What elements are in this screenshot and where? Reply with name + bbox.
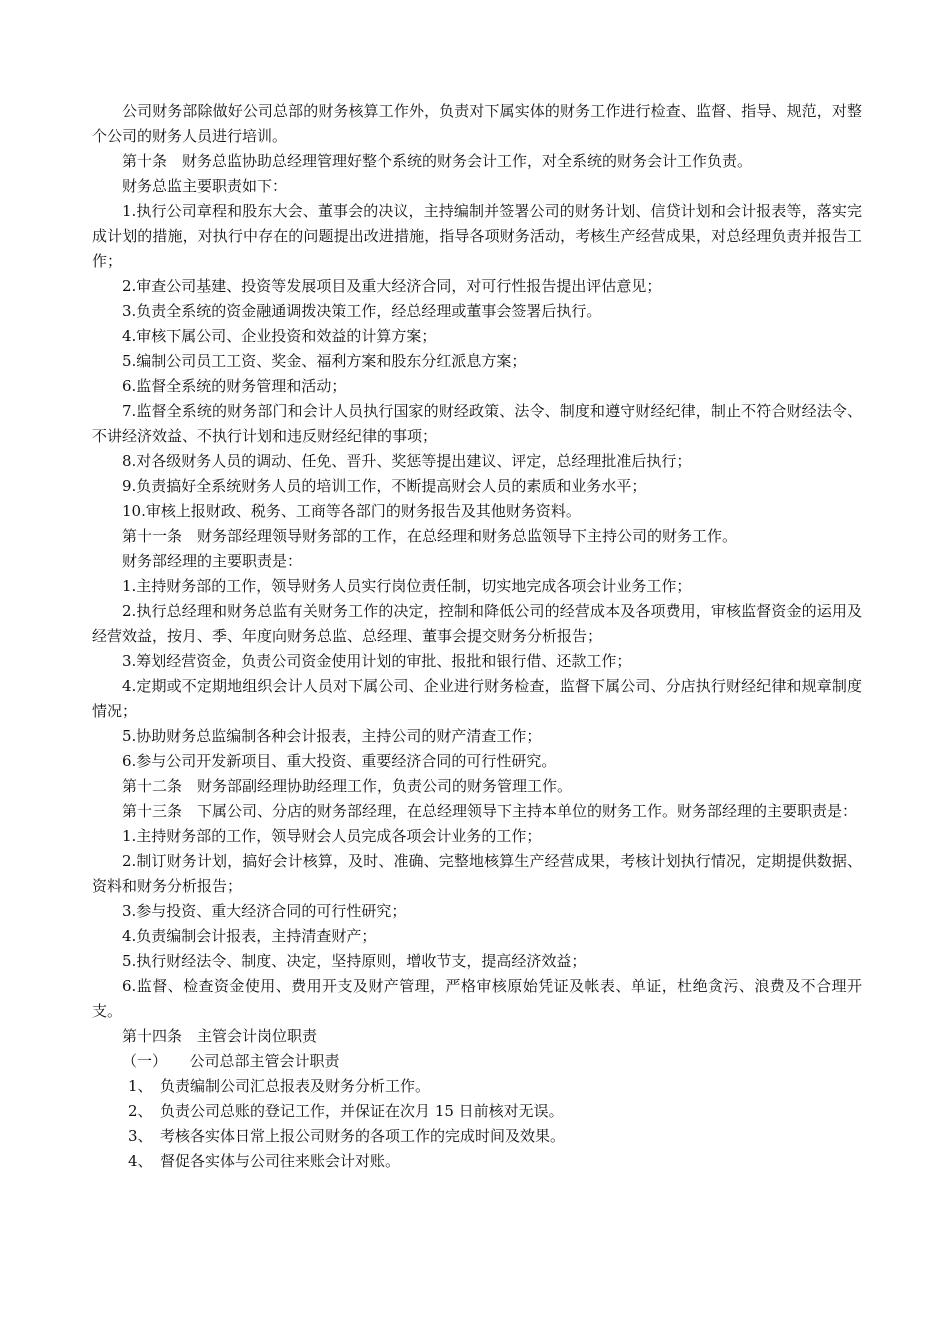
- list-item: 1.主持财务部的工作，领导财会人员完成各项会计业务的工作；: [122, 827, 542, 845]
- paragraph: 财务总监主要职责如下：: [122, 177, 288, 195]
- article-14: 第十四条 主管会计岗位职责: [122, 1027, 318, 1045]
- list-item: 6.参与公司开发新项目、重大投资、重要经济合同的可行性研究。: [122, 752, 557, 770]
- list-item: 1.执行公司章程和股东大会、董事会的决议，主持编制并签署公司的财务计划、信贷计划和会计报表等，落实完成计划的措施，对执行中存在的问题提出改进措施，指导各项财务活动，考核生产经营成果，对总经理负责并报告工作；: [92, 202, 862, 270]
- numbered-item: 4、 督促各实体与公司往来账会计对账。: [128, 1152, 401, 1170]
- list-item: 2.制订财务计划，搞好会计核算，及时、准确、完整地核算生产经营成果，考核计划执行情况，定期提供数据、资料和财务分析报告；: [92, 852, 862, 895]
- numbered-item: 3、 考核各实体日常上报公司财务的各项工作的完成时间及效果。: [128, 1127, 566, 1145]
- list-item: 4.定期或不定期地组织会计人员对下属公司、企业进行财务检查，监督下属公司、分店执行财经纪律和规章制度情况；: [92, 677, 862, 720]
- list-item: 2.执行总经理和财务总监有关财务工作的决定，控制和降低公司的经营成本及各项费用，审核监督资金的运用及经营效益，按月、季、年度向财务总监、总经理、董事会提交财务分析报告；: [92, 602, 862, 645]
- list-item: 5.协助财务总监编制各种会计报表，主持公司的财产清查工作；: [122, 727, 542, 745]
- numbered-item: 2、 负责公司总账的登记工作，并保证在次月 15 日前核对无误。: [128, 1102, 564, 1120]
- list-item: 4.审核下属公司、企业投资和效益的计算方案；: [122, 327, 437, 345]
- list-item: 8.对各级财务人员的调动、任免、晋升、奖惩等提出建议、评定，总经理批准后执行；: [122, 452, 692, 470]
- list-item: 3.参与投资、重大经济合同的可行性研究；: [122, 902, 407, 920]
- list-item: 4.负责编制会计报表，主持清查财产；: [122, 927, 377, 945]
- list-item: 10.审核上报财政、税务、工商等各部门的财务报告及其他财务资料。: [122, 502, 581, 520]
- article-10: 第十条 财务总监协助总经理管理好整个系统的财务会计工作，对全系统的财务会计工作负责。: [122, 152, 753, 170]
- paragraph: 公司财务部除做好公司总部的财务核算工作外，负责对下属实体的财务工作进行检查、监督、指导、规范，对整个公司的财务人员进行培训。: [92, 102, 862, 145]
- article-11: 第十一条 财务部经理领导财务部的工作，在总经理和财务总监领导下主持公司的财务工作。: [122, 527, 738, 545]
- list-item: 3.负责全系统的资金融通调拨决策工作，经总经理或董事会签署后执行。: [122, 302, 602, 320]
- section-heading: （一） 公司总部主管会计职责: [122, 1052, 340, 1070]
- list-item: 6.监督全系统的财务管理和活动；: [122, 377, 347, 395]
- paragraph: 财务部经理的主要职责是：: [122, 552, 303, 570]
- list-item: 9.负责搞好全系统财务人员的培训工作，不断提高财会人员的素质和业务水平；: [122, 477, 647, 495]
- numbered-item: 1、 负责编制公司汇总报表及财务分析工作。: [128, 1077, 431, 1095]
- list-item: 1.主持财务部的工作，领导财务人员实行岗位责任制，切实地完成各项会计业务工作；: [122, 577, 692, 595]
- list-item: 5.执行财经法令、制度、决定，坚持原则，增收节支，提高经济效益；: [122, 952, 587, 970]
- list-item: 7.监督全系统的财务部门和会计人员执行国家的财经政策、法令、制度和遵守财经纪律，制止不符合财经法令、不讲经济效益、不执行计划和违反财经纪律的事项；: [92, 402, 862, 445]
- list-item: 2.审查公司基建、投资等发展项目及重大经济合同，对可行性报告提出评估意见；: [122, 277, 662, 295]
- list-item: 3.筹划经营资金，负责公司资金使用计划的审批、报批和银行借、还款工作；: [122, 652, 632, 670]
- article-13: 第十三条 下属公司、分店的财务部经理，在总经理领导下主持本单位的财务工作。财务部经理的主要职责是：: [122, 802, 858, 820]
- document-page: [92, 99, 862, 1174]
- list-item: 6.监督、检查资金使用、费用开支及财产管理，严格审核原始凭证及帐表、单证，杜绝贪污、浪费及不合理开支。: [92, 977, 862, 1020]
- list-item: 5.编制公司员工工资、奖金、福利方案和股东分红派息方案；: [122, 352, 527, 370]
- article-12: 第十二条 财务部副经理协助经理工作，负责公司的财务管理工作。: [122, 777, 573, 795]
